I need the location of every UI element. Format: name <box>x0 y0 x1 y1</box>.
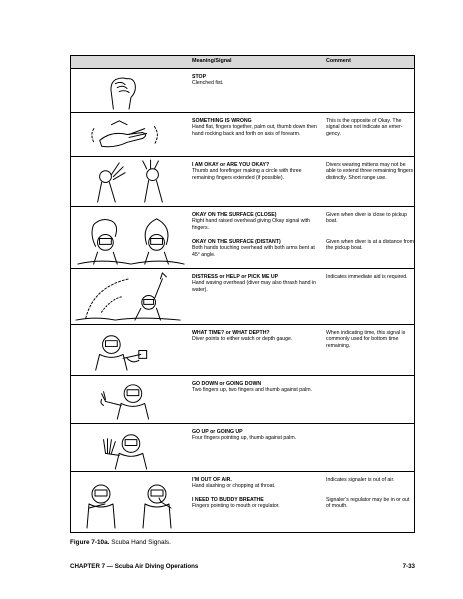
figure-caption <box>70 539 171 546</box>
table-row <box>71 207 414 269</box>
signal-desc: Four fingers pointing up, thumb against palm. <box>192 435 297 442</box>
signal-comment: Indicates immediate aid is required. <box>326 274 408 280</box>
header-comment: Comment <box>326 58 351 64</box>
figure-label: Figure 7-10a. <box>70 539 110 546</box>
signal-title: OKAY ON THE SURFACE (CLOSE) <box>192 212 277 218</box>
out-of-air-diver-icon <box>71 472 189 532</box>
signal-title-2: OKAY ON THE SURFACE (DISTANT) <box>192 239 281 245</box>
signal-comment: This is the opposite of Okay. The signal does not indicate an emer-gency. <box>326 118 403 137</box>
signal-desc: Diver points to either watch or depth gauge. <box>192 336 293 343</box>
okay-surface-diver-icon <box>71 207 189 268</box>
go-down-diver-icon <box>71 376 189 423</box>
signal-desc-2: Fingers pointing to mouth or regulator. <box>192 503 280 510</box>
signal-desc: Hand flat, fingers together, palm out, thumb down then hand rocking back and forth on axis of forearm. <box>192 124 317 137</box>
okay-hand-icon <box>71 157 189 206</box>
signal-title: DISTRESS or HELP or PICK ME UP <box>192 274 279 280</box>
signal-title: GO UP or GOING UP <box>192 429 243 435</box>
stop-fist-icon <box>71 68 189 112</box>
signal-comment: Indicates signaler is out of air. <box>326 477 395 483</box>
signal-comment: Given when diver is close to pickup boat. <box>326 212 408 225</box>
table-row <box>71 472 414 532</box>
signal-title: GO DOWN or GOING DOWN <box>192 381 262 387</box>
signal-desc: Hand slashing or chopping at throat. <box>192 483 276 490</box>
table-row <box>71 113 414 157</box>
signal-desc: Hand waving overhead (diver may also thrash hand in water). <box>192 280 316 293</box>
signal-comment-2: Given when diver is at a distance from the pickup boat. <box>326 239 414 252</box>
table-row <box>71 424 414 472</box>
table-row <box>71 269 414 325</box>
go-up-diver-icon <box>71 424 189 471</box>
table-row <box>71 376 414 424</box>
hand-signals-table <box>70 55 415 533</box>
what-time-diver-icon <box>71 325 189 375</box>
distress-wave-icon <box>71 269 189 324</box>
footer-chapter: CHAPTER 7 — Scuba Air Diving Operations <box>70 563 199 570</box>
signal-desc: Clenched fist. <box>192 80 224 87</box>
signal-desc: Thumb and forefinger making a circle with three remaining fingers extended (if possible). <box>192 168 302 181</box>
signal-title: SOMETHING IS WRONG <box>192 118 252 124</box>
footer-page-number: 7-33 <box>402 563 415 570</box>
table-row <box>71 325 414 376</box>
signal-comment: Divers wearing mittens may not be able to extend three remaining fingers distinctly. Short range use. <box>326 162 414 181</box>
signal-title: I AM OKAY or ARE YOU OKAY? <box>192 162 270 168</box>
signal-comment: When indicating time, this signal is commonly used for bottom time remaining. <box>326 330 406 349</box>
table-row <box>71 157 414 207</box>
table-row <box>71 68 414 113</box>
signal-title-2: I NEED TO BUDDY BREATHE <box>192 497 264 503</box>
signal-title: I’M OUT OF AIR. <box>192 477 232 483</box>
signal-title: STOP <box>192 74 207 80</box>
signal-desc: Right hand raised overhead giving Okay signal with fingers. <box>192 218 310 231</box>
signal-comment-2: Signaler’s regulator may be in or out of mouth. <box>326 497 410 510</box>
signal-desc: Two fingers up, two fingers and thumb against palm. <box>192 387 312 394</box>
figure-caption-text: Scuba Hand Signals. <box>111 539 171 546</box>
signal-title: WHAT TIME? or WHAT DEPTH? <box>192 330 270 336</box>
header-meaning: Meaning/Signal <box>192 58 232 64</box>
something-wrong-hand-icon <box>71 113 189 156</box>
page-footer <box>70 563 415 570</box>
signal-desc-2: Both hands touching overhead with both arms bent at 45° angle. <box>192 245 315 258</box>
